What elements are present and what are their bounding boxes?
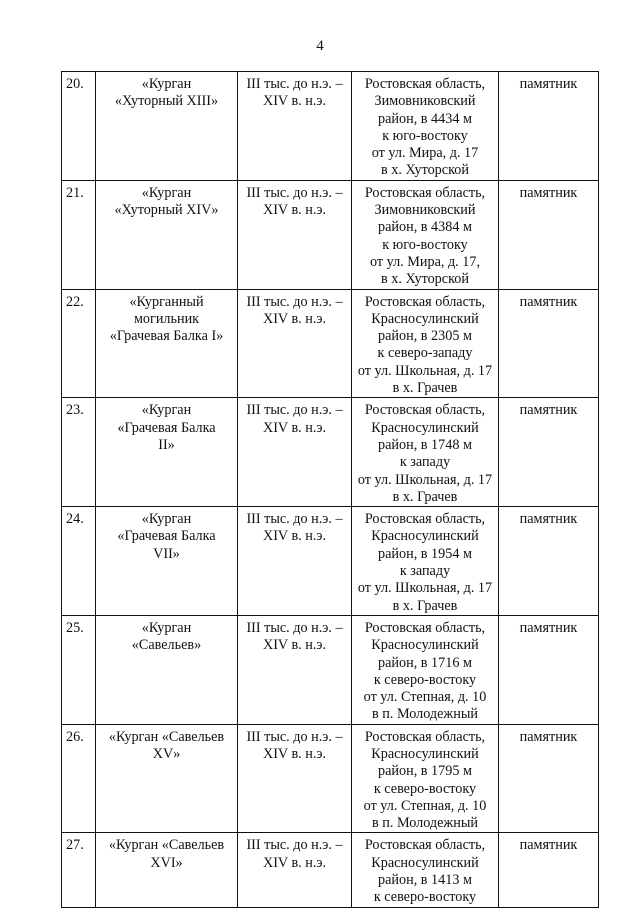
monument-location-line: Красносулинский	[371, 637, 479, 654]
monument-location-line: район, в 1748 м	[378, 436, 472, 453]
monument-category: памятник	[499, 72, 599, 181]
monument-dating-cell	[238, 615, 352, 724]
monument-location-cell	[352, 833, 499, 907]
monument-name-cell	[96, 507, 238, 616]
monument-location-line: Красносулинский	[371, 419, 479, 436]
monument-location-line: Красносулинский	[371, 745, 479, 762]
monument-category: памятник	[499, 180, 599, 289]
monument-name-cell	[96, 180, 238, 289]
monument-name-line: «Курган	[141, 402, 192, 419]
monument-name-line: «Хуторный XIV»	[114, 202, 219, 219]
monument-name-line: «Грачевая Балка I»	[109, 328, 224, 345]
monument-location-line: в х. Грачев	[392, 597, 458, 614]
table-row	[62, 507, 599, 616]
monument-location-line: в х. Хуторской	[381, 162, 469, 179]
monument-name-cell	[96, 72, 238, 181]
row-number: 23.	[62, 398, 96, 507]
table-row	[62, 833, 599, 907]
monument-dating-cell	[238, 180, 352, 289]
monument-location-line: к северо-востоку	[373, 780, 477, 797]
monument-location-cell	[352, 289, 499, 398]
monument-location-line: к западу	[399, 454, 451, 471]
monument-location-line: к юго-востоку	[382, 236, 468, 253]
monument-name-line: XVI»	[150, 854, 183, 871]
monument-location-line: район, в 1795 м	[378, 763, 472, 780]
monument-dating-line: III тыс. до н.э. –	[246, 619, 343, 636]
monument-dating-cell	[238, 72, 352, 181]
monument-name-line: «Курган «Савельев	[108, 837, 225, 854]
monument-location-cell	[352, 615, 499, 724]
monument-name-cell	[96, 289, 238, 398]
monument-location-cell	[352, 724, 499, 833]
monument-dating-cell	[238, 833, 352, 907]
monument-category: памятник	[499, 507, 599, 616]
monument-dating-cell	[238, 398, 352, 507]
monument-dating-line: XIV в. н.э.	[262, 637, 327, 654]
row-number: 25.	[62, 615, 96, 724]
monument-location-line: в х. Хуторской	[381, 271, 469, 288]
monument-name-cell	[96, 398, 238, 507]
monument-location-line: Ростовская область,	[364, 402, 486, 419]
monument-location-line: Ростовская область,	[364, 76, 486, 92]
monument-location-line: Ростовская область,	[364, 728, 486, 745]
monument-location-line: к северо-востоку	[373, 889, 477, 906]
monument-location-line: район, в 4384 м	[378, 219, 472, 236]
monument-location-line: к западу	[399, 563, 451, 580]
monument-name-line: «Грачевая Балка	[117, 528, 216, 545]
monument-name-cell	[96, 833, 238, 907]
monument-dating-line: XIV в. н.э.	[262, 745, 327, 762]
monument-dating-line: III тыс. до н.э. –	[246, 184, 343, 201]
monument-location-line: от ул. Школьная, д. 17	[357, 471, 493, 488]
monument-location-line: в х. Грачев	[392, 380, 458, 397]
monument-location-cell	[352, 507, 499, 616]
monument-location-line: от ул. Степная, д. 10	[363, 689, 487, 706]
monument-location-line: от ул. Мира, д. 17,	[369, 253, 481, 270]
monument-location-line: к юго-востоку	[382, 127, 468, 144]
monument-name-line: «Курганный	[129, 293, 204, 310]
monument-location-line: к северо-западу	[377, 345, 473, 362]
monument-location-line: от ул. Школьная, д. 17	[357, 362, 493, 379]
monument-dating-line: III тыс. до н.э. –	[246, 728, 343, 745]
monument-location-line: Ростовская область,	[364, 619, 486, 636]
monument-location-line: в п. Молодежный	[372, 706, 478, 723]
monument-name-line: «Курган	[141, 76, 192, 92]
monument-location-line: Зимовниковский	[374, 202, 476, 219]
monument-name-line: «Курган	[141, 511, 192, 528]
monument-location-line: от ул. Школьная, д. 17	[357, 580, 493, 597]
monument-location-line: Ростовская область,	[364, 184, 486, 201]
monument-dating-line: III тыс. до н.э. –	[246, 402, 343, 419]
monument-location-cell	[352, 180, 499, 289]
row-number: 21.	[62, 180, 96, 289]
monument-location-line: район, в 2305 м	[378, 328, 472, 345]
monument-name-line: могильник	[133, 310, 200, 327]
monument-dating-line: III тыс. до н.э. –	[246, 837, 343, 854]
row-number: 24.	[62, 507, 96, 616]
table-row	[62, 180, 599, 289]
monument-category: памятник	[499, 724, 599, 833]
monument-dating-cell	[238, 289, 352, 398]
monuments-table	[61, 71, 599, 908]
table-row	[62, 724, 599, 833]
monument-location-line: в п. Молодежный	[372, 815, 478, 832]
monument-dating-line: XIV в. н.э.	[262, 419, 327, 436]
monument-location-line: Красносулинский	[371, 310, 479, 327]
monument-dating-line: XIV в. н.э.	[262, 93, 327, 110]
table-row	[62, 398, 599, 507]
monument-location-line: район, в 1716 м	[378, 654, 472, 671]
monument-dating-line: XIV в. н.э.	[262, 854, 327, 871]
monument-location-line: к северо-востоку	[373, 671, 477, 688]
row-number: 27.	[62, 833, 96, 907]
monument-name-line: XV»	[152, 745, 181, 762]
table-row	[62, 72, 599, 181]
row-number: 26.	[62, 724, 96, 833]
monument-category: памятник	[499, 833, 599, 907]
monument-name-cell	[96, 615, 238, 724]
monument-location-line: Красносулинский	[371, 528, 479, 545]
monument-name-line: «Грачевая Балка	[117, 419, 216, 436]
monument-dating-line: XIV в. н.э.	[262, 310, 327, 327]
monument-location-line: от ул. Степная, д. 10	[363, 797, 487, 814]
monument-location-line: район, в 1413 м	[378, 872, 472, 889]
monument-location-line: район, в 4434 м	[378, 110, 472, 127]
table-row	[62, 615, 599, 724]
monument-dating-line: III тыс. до н.э. –	[246, 293, 343, 310]
monument-location-cell	[352, 72, 499, 181]
monument-location-line: Красносулинский	[371, 854, 479, 871]
monument-name-line: VII»	[153, 545, 180, 562]
monument-category: памятник	[499, 615, 599, 724]
monument-name-line: «Курган	[141, 184, 192, 201]
table-body	[62, 72, 599, 908]
monument-dating-line: XIV в. н.э.	[262, 528, 327, 545]
row-number: 20.	[62, 72, 96, 181]
table-row	[62, 289, 599, 398]
monument-location-line: район, в 1954 м	[378, 545, 472, 562]
monument-location-line: от ул. Мира, д. 17	[371, 145, 479, 162]
monument-dating-line: III тыс. до н.э. –	[246, 76, 343, 92]
monument-location-line: Ростовская область,	[364, 511, 486, 528]
monument-name-line: «Курган «Савельев	[108, 728, 225, 745]
page-number: 4	[316, 38, 324, 54]
monument-location-line: Ростовская область,	[364, 837, 486, 854]
monument-location-cell	[352, 398, 499, 507]
monument-name-line: «Савельев»	[131, 637, 202, 654]
monument-dating-line: XIV в. н.э.	[262, 202, 327, 219]
monument-dating-cell	[238, 507, 352, 616]
monument-dating-line: III тыс. до н.э. –	[246, 511, 343, 528]
monument-dating-cell	[238, 724, 352, 833]
monument-location-line: Ростовская область,	[364, 293, 486, 310]
monument-category: памятник	[499, 398, 599, 507]
monument-name-cell	[96, 724, 238, 833]
monument-name-line: «Курган	[141, 619, 192, 636]
monument-name-line: II»	[158, 436, 175, 453]
monument-location-line: Зимовниковский	[374, 93, 476, 110]
row-number: 22.	[62, 289, 96, 398]
monument-name-line: «Хуторный XIII»	[114, 93, 219, 110]
monument-category: памятник	[499, 289, 599, 398]
monument-location-line: в х. Грачев	[392, 488, 458, 505]
